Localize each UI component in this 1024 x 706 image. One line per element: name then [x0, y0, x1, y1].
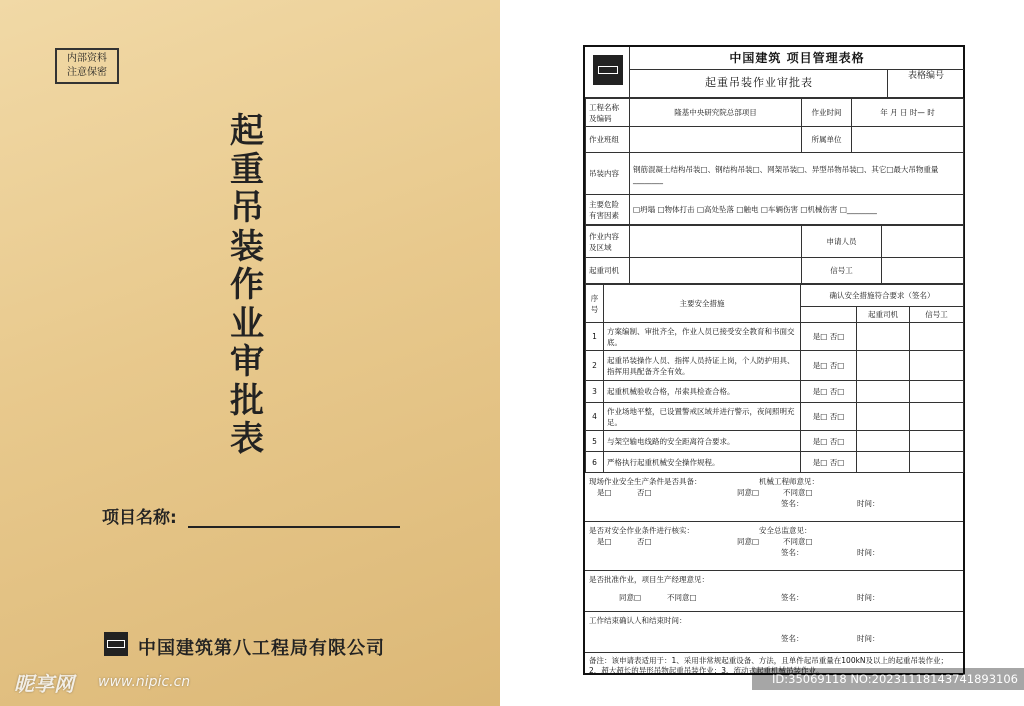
sec4-sign: 签名： — [781, 634, 804, 643]
company-name: 中国建筑第八工程局有限公司 — [138, 638, 385, 659]
cover-title: 起重吊装作业审批表 — [230, 111, 264, 459]
col-driver: 起重司机 — [857, 307, 910, 323]
cscec-logo-icon — [104, 632, 128, 656]
measure-text: 起重吊装操作人员、指挥人员持证上岗，个人防护用具、指挥用具配备齐全有效。 — [604, 351, 801, 381]
sec2-sign: 签名： — [781, 548, 804, 557]
form-code-label: 表格编号 — [887, 69, 964, 97]
measure-text: 作业场地平整，已设置警戒区域并进行警示，夜间照明充足。 — [604, 403, 801, 431]
measure-row — [586, 452, 964, 473]
section-approval — [585, 570, 963, 611]
sec1-sign: 签名： — [781, 499, 804, 508]
sec1-agree[interactable]: 同意□ — [737, 488, 760, 497]
measure-no: 5 — [586, 431, 604, 452]
signal-label: 信号工 — [802, 258, 882, 284]
info-table — [585, 98, 964, 225]
col-no: 序号 — [586, 285, 604, 323]
measure-row — [586, 323, 964, 351]
measure-no: 1 — [586, 323, 604, 351]
content-label: 吊装内容 — [586, 153, 630, 195]
time-value: 年 月 日 时— 时 — [852, 99, 964, 127]
cscec-form-logo-icon — [587, 49, 629, 91]
measure-no: 2 — [586, 351, 604, 381]
watermark-id: ID:35069118 NO:20231118143741893106 — [752, 668, 1024, 690]
sec1-yes[interactable]: 是□ — [597, 488, 612, 497]
section-completion — [585, 611, 963, 652]
measure-driver-sign — [857, 403, 910, 431]
measure-text: 严格执行起重机械安全操作规程。 — [604, 452, 801, 473]
form-org-title: 中国建筑 项目管理表格 — [629, 47, 964, 70]
sec2-time: 时间： — [857, 548, 880, 557]
stamp-line1: 内部资料 — [67, 53, 107, 64]
project-label: 工程名称及编码 — [586, 99, 630, 127]
measure-driver-sign — [857, 431, 910, 452]
measure-no: 3 — [586, 381, 604, 403]
sec3-sign: 签名： — [781, 593, 804, 602]
sec2-agree[interactable]: 同意□ — [737, 537, 760, 546]
project-name-line — [188, 526, 400, 528]
sec2-disagree[interactable]: 不同意□ — [783, 537, 813, 546]
measure-row — [586, 351, 964, 381]
measure-check[interactable]: 是□ 否□ — [801, 381, 857, 403]
measure-signal-sign — [910, 351, 964, 381]
sec1-no[interactable]: 否□ — [637, 488, 652, 497]
measure-driver-sign — [857, 381, 910, 403]
measure-check[interactable]: 是□ 否□ — [801, 351, 857, 381]
watermark-url: www.nipic.cn — [98, 674, 191, 690]
measure-check[interactable]: 是□ 否□ — [801, 431, 857, 452]
sec1-engineer-label: 机械工程师意见： — [759, 477, 819, 486]
sec3-disagree[interactable]: 不同意□ — [667, 593, 697, 602]
confidential-stamp — [55, 48, 119, 84]
signal-value — [882, 258, 964, 284]
section-verify — [585, 521, 963, 570]
measure-signal-sign — [910, 323, 964, 351]
col-signal: 信号工 — [910, 307, 964, 323]
form-note: 备注：该申请表适用于：1、采用非常规起重设备、方法，且单件起吊重量在100kN及以上的起重吊装作业；2、超大超长的异形吊物起重吊装作业；3、流动式起重机械吊装作业。 — [585, 652, 963, 685]
measure-text: 方案编制、审批齐全，作业人员已接受安全教育和书面交底。 — [604, 323, 801, 351]
driver-value — [630, 258, 802, 284]
col-blank — [801, 307, 857, 323]
sec1-disagree[interactable]: 不同意□ — [783, 488, 813, 497]
project-value: 隆基中央研究院总部项目 — [630, 99, 802, 127]
area-label: 作业内容及区域 — [586, 226, 630, 258]
watermark-site: 昵享网 — [14, 672, 74, 696]
sec3-time: 时间： — [857, 593, 880, 602]
hazard-label: 主要危险有害因素 — [586, 195, 630, 225]
stamp-line2: 注意保密 — [67, 67, 107, 78]
team-value — [630, 127, 802, 153]
measure-signal-sign — [910, 381, 964, 403]
measure-row — [586, 403, 964, 431]
sec2-safety-label: 安全总监意见： — [759, 526, 812, 535]
form-body — [585, 98, 963, 685]
sec4-question: 工作结束确认人和结束时间： — [589, 616, 687, 625]
sec1-question: 现场作业安全生产条件是否具备： — [589, 477, 702, 486]
measure-row — [586, 431, 964, 452]
applicant-value — [882, 226, 964, 258]
project-name-label: 项目名称: — [102, 508, 177, 528]
measure-driver-sign — [857, 351, 910, 381]
sec1-time: 时间： — [857, 499, 880, 508]
time-label: 作业时间 — [802, 99, 852, 127]
col-confirm: 确认安全措施符合要求（签名） — [801, 285, 964, 307]
sec2-question: 是否对安全作业条件进行核实： — [589, 526, 694, 535]
measure-check[interactable]: 是□ 否□ — [801, 452, 857, 473]
measure-check[interactable]: 是□ 否□ — [801, 403, 857, 431]
driver-label: 起重司机 — [586, 258, 630, 284]
sec4-time: 时间： — [857, 634, 880, 643]
area-value — [630, 226, 802, 258]
applicant-label: 申请人员 — [802, 226, 882, 258]
unit-label: 所属单位 — [802, 127, 852, 153]
sec2-no[interactable]: 否□ — [637, 537, 652, 546]
sec2-yes[interactable]: 是□ — [597, 537, 612, 546]
sec3-question: 是否批准作业，项目生产经理意见： — [589, 575, 709, 584]
measures-table — [585, 284, 964, 473]
measure-signal-sign — [910, 431, 964, 452]
team-label: 作业班组 — [586, 127, 630, 153]
measure-text: 起重机械验收合格，吊索具检查合格。 — [604, 381, 801, 403]
section-site-conditions — [585, 473, 963, 521]
sec3-agree[interactable]: 同意□ — [619, 593, 642, 602]
approval-form — [583, 45, 965, 675]
hazard-value: □坍塌 □物体打击 □高处坠落 □触电 □车辆伤害 □机械伤害 □________ — [630, 195, 964, 225]
col-measures: 主要安全措施 — [604, 285, 801, 323]
measure-no: 6 — [586, 452, 604, 473]
measure-driver-sign — [857, 323, 910, 351]
form-name: 起重吊装作业审批表 — [629, 69, 888, 97]
unit-value — [852, 127, 964, 153]
measure-no: 4 — [586, 403, 604, 431]
measure-row — [586, 381, 964, 403]
measure-signal-sign — [910, 452, 964, 473]
folder-cover — [0, 0, 500, 706]
measure-text: 与架空输电线路的安全距离符合要求。 — [604, 431, 801, 452]
content-value: 钢筋混凝土结构吊装□、钢结构吊装□、网架吊装□、异型吊物吊装□、其它□最大吊物重量________ — [630, 153, 964, 195]
measure-check[interactable]: 是□ 否□ — [801, 323, 857, 351]
measure-signal-sign — [910, 403, 964, 431]
measure-driver-sign — [857, 452, 910, 473]
personnel-table — [585, 225, 964, 284]
